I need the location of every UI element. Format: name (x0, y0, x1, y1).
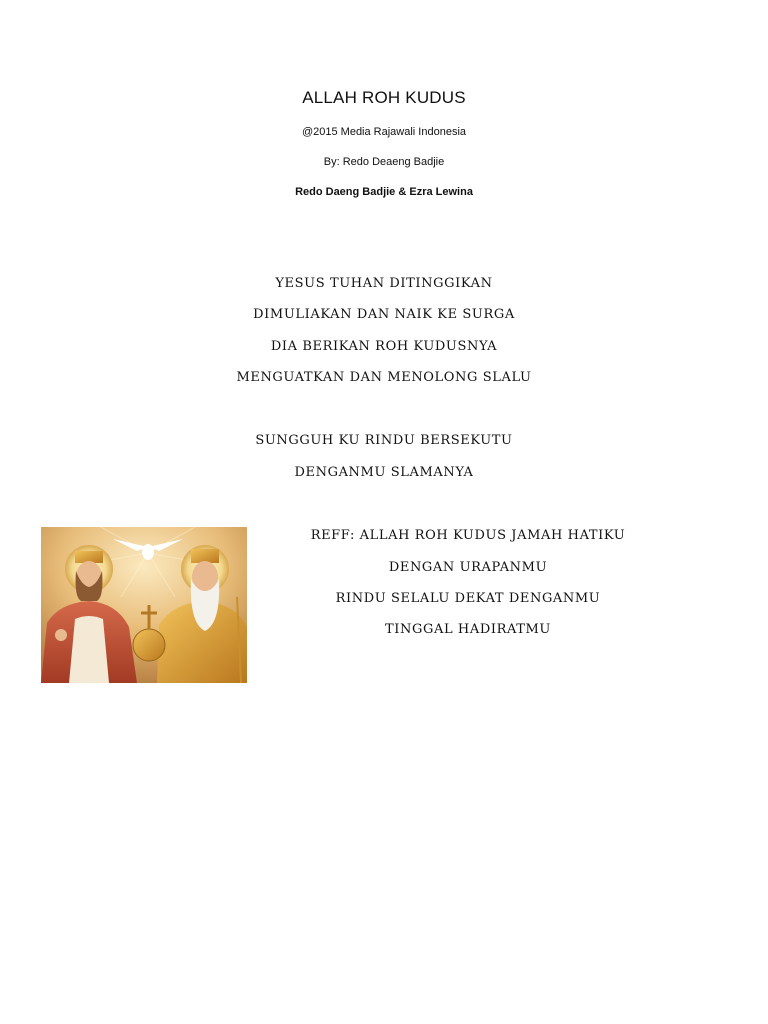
bridge-line: SUNGGUH KU RINDU BERSEKUTU (255, 433, 513, 448)
bridge-line: DENGANMU SLAMANYA (294, 465, 474, 480)
chorus-line: TINGGAL HADIRATMU (385, 622, 551, 637)
verse-line: MENGUATKAN DAN MENOLONG SLALU (236, 370, 532, 385)
verse-line: DIMULIAKAN DAN NAIK KE SURGA (253, 307, 515, 322)
byline: By: Redo Deaeng Badjie (323, 156, 445, 168)
chorus-line: REFF: ALLAH ROH KUDUS JAMAH HATIKU (310, 528, 626, 543)
chorus-line: DENGAN URAPANMU (388, 560, 548, 575)
chorus-line: RINDU SELALU DEKAT DENGANMU (335, 591, 601, 606)
trinity-painting (41, 527, 247, 683)
verse-line: DIA BERIKAN ROH KUDUSNYA (270, 339, 498, 354)
copyright-line: @2015 Media Rajawali Indonesia (301, 126, 467, 138)
trinity-painting-graphic (41, 527, 247, 683)
authors-line: Redo Daeng Badjie & Ezra Lewina (295, 186, 473, 198)
verse-line: YESUS TUHAN DITINGGIKAN (275, 276, 493, 291)
song-title: ALLAH ROH KUDUS (302, 88, 466, 107)
